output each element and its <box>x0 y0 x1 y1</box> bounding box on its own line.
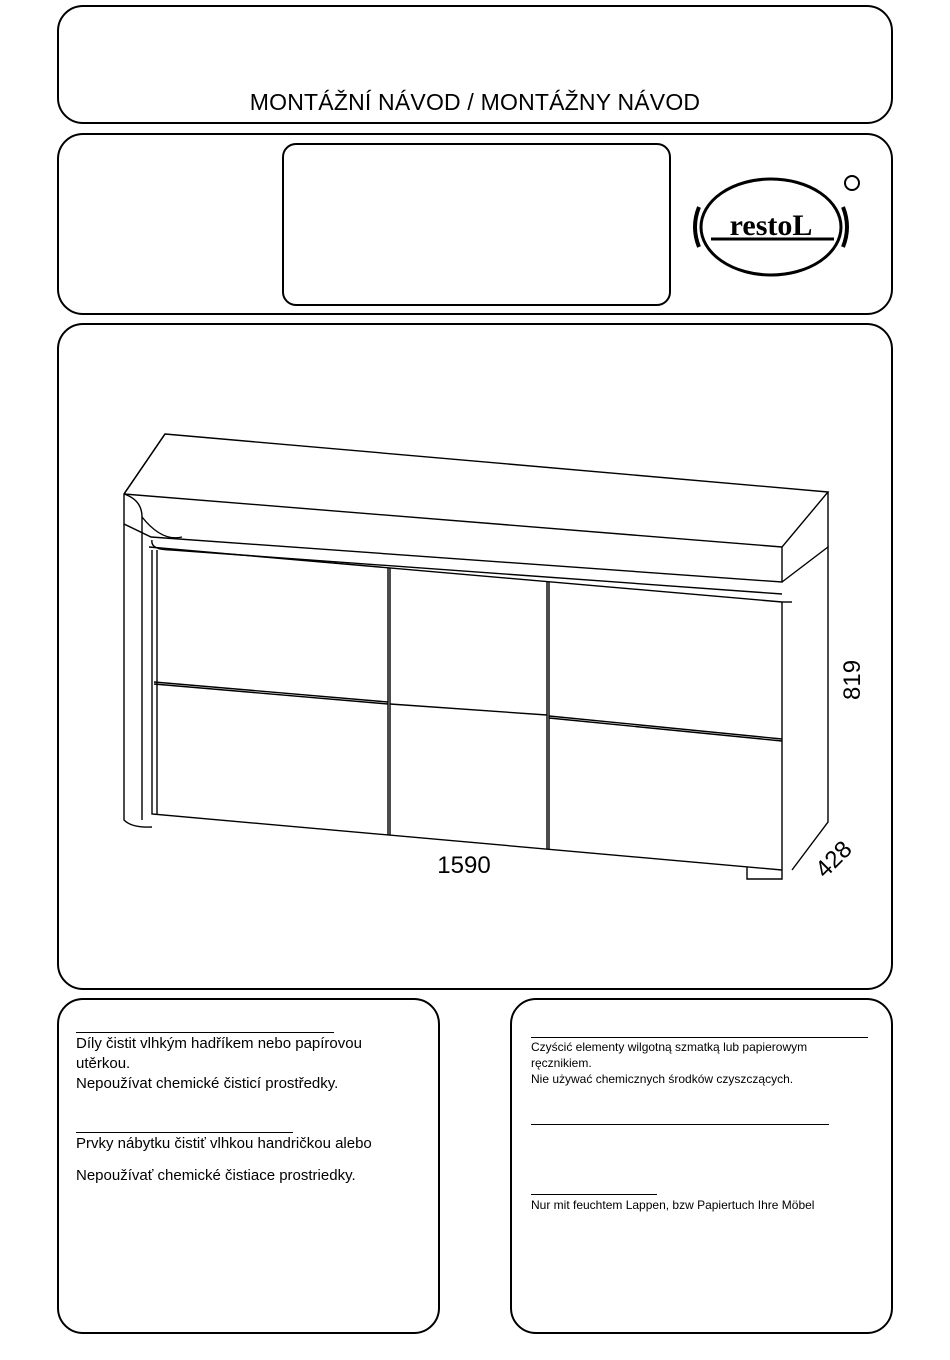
title-panel <box>57 5 893 124</box>
drawing-panel <box>57 323 893 990</box>
cz-flag-line <box>76 1032 334 1033</box>
height-dimension: 819 <box>839 659 866 700</box>
care-sk-line2: Nepoužívať chemické čistiace prostriedky. <box>76 1167 356 1184</box>
care-pl-line3: Nie używać chemicznych środków czyszczących. <box>531 1072 794 1086</box>
top-slab <box>124 434 828 582</box>
care-sk-line1: Prvky nábytku čistiť vlhkou handričkou alebo <box>76 1135 372 1152</box>
document-title: MONTÁŽNÍ NÁVOD / MONTÁŽNY NÁVOD <box>249 89 701 115</box>
care-instructions-cz-sk <box>57 998 440 1334</box>
care-cz-line3: Nepoužívat chemické čisticí prostředky. <box>76 1075 339 1092</box>
care-instructions-pl-de <box>510 998 893 1334</box>
logo-text: restoL <box>729 209 813 242</box>
sk-flag-line <box>76 1132 293 1133</box>
header-panel <box>57 133 893 315</box>
care-de-line1: Nur mit feuchtem Lappen, bzw Papiertuch Ihre Möbel <box>531 1198 815 1212</box>
pl-flag-line <box>531 1037 868 1038</box>
care-pl-line1: Czyścić elementy wilgotną szmatką lub papierowym <box>531 1040 808 1054</box>
care-text-cz <box>76 1034 436 1094</box>
depth-dimension: 428 <box>810 835 858 884</box>
care-pl-line2: ręcznikiem. <box>531 1056 592 1070</box>
de-flag-line <box>531 1194 657 1195</box>
model-name-box <box>282 143 671 306</box>
restol-logo-icon <box>689 165 869 285</box>
sideboard-drawing <box>59 325 891 988</box>
separator-line <box>531 1124 829 1125</box>
width-dimension: 1590 <box>437 852 491 879</box>
care-cz-line2: utěrkou. <box>76 1055 131 1072</box>
care-text-pl <box>531 1039 886 1087</box>
care-cz-line1: Díly čistit vlhkým hadříkem nebo papírovou <box>76 1035 362 1052</box>
care-text-de <box>531 1197 886 1213</box>
care-text-sk <box>76 1134 436 1186</box>
